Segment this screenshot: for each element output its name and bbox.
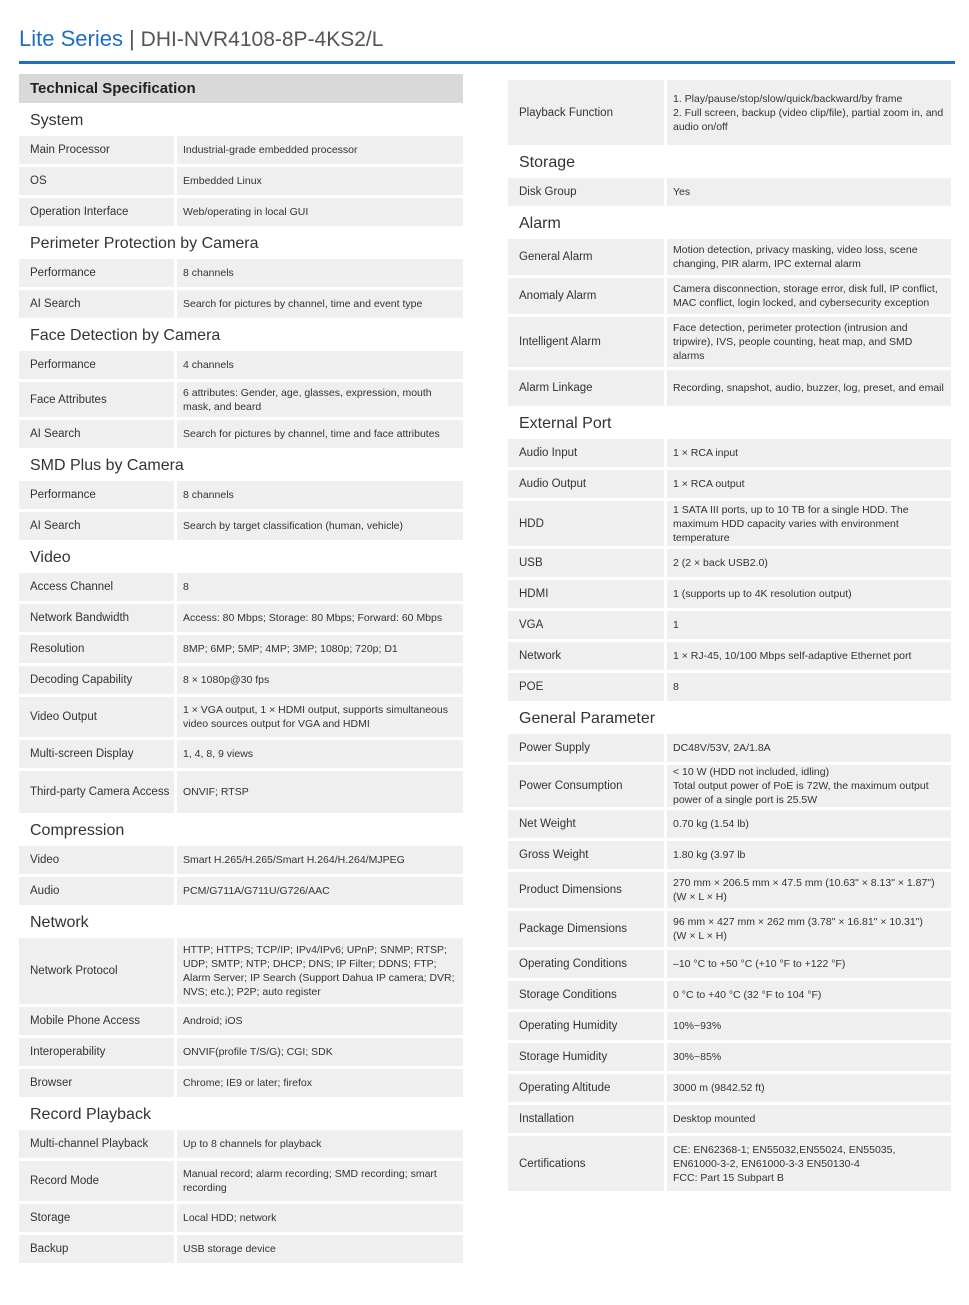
spec-value-text: 1, 4, 8, 9 views [183, 748, 254, 760]
spec-row [19, 1038, 463, 1066]
spec-row [508, 1136, 951, 1191]
spec-value [667, 872, 951, 908]
spec-key: Operating Humidity [508, 1012, 664, 1040]
spec-row [19, 351, 463, 379]
spec-value-text: 3000 m (9842.52 ft) [673, 1082, 765, 1094]
spec-value [667, 911, 951, 947]
spec-value [177, 290, 463, 318]
page-header [19, 26, 955, 64]
spec-row [19, 1130, 463, 1158]
spec-value-text: USB storage device [183, 1243, 276, 1255]
spec-key: Record Mode [19, 1161, 174, 1201]
spec-value-text: Motion detection, privacy masking, video loss, scene changing, PIR alarm, IPC external alarm [673, 244, 918, 270]
spec-row [19, 290, 463, 318]
spec-value-text: ONVIF; RTSP [183, 786, 249, 798]
spec-key: Operating Conditions [508, 950, 664, 978]
spec-value-text: 1.80 kg (3.97 lb [673, 849, 746, 861]
spec-key: General Alarm [508, 239, 664, 275]
spec-row [19, 1235, 463, 1263]
spec-value [667, 239, 951, 275]
spec-key: Network Protocol [19, 938, 174, 1004]
spec-row [508, 1043, 951, 1071]
section-heading: Compression [30, 822, 125, 839]
spec-row [19, 1069, 463, 1097]
spec-value [177, 481, 463, 509]
spec-key: Interoperability [19, 1038, 174, 1066]
spec-value-text: Search by target classification (human, vehicle) [183, 520, 404, 532]
spec-key: Main Processor [19, 136, 174, 164]
spec-row [19, 1161, 463, 1201]
spec-value [667, 439, 951, 467]
spec-key: AI Search [19, 512, 174, 540]
spec-row [19, 481, 463, 509]
spec-value-text: 6 attributes: Gender, age, glasses, expression, mouth mask, and beard [183, 386, 432, 413]
spec-row [508, 278, 951, 314]
spec-key: AI Search [19, 420, 174, 448]
spec-value [667, 981, 951, 1009]
spec-value-text: 1 (supports up to 4K resolution output) [673, 588, 852, 600]
spec-row [508, 911, 951, 947]
spec-value-text: 0 °C to +40 °C (32 °F to 104 °F) [673, 989, 822, 1001]
spec-key: Anomaly Alarm [508, 278, 664, 314]
spec-value-text: Chrome; IE9 or later; firefox [183, 1077, 312, 1089]
spec-value [177, 382, 463, 417]
spec-row [508, 673, 951, 701]
spec-key: OS [19, 167, 174, 195]
spec-row [508, 80, 951, 145]
spec-row [19, 604, 463, 632]
spec-value [177, 198, 463, 226]
spec-key: Audio Output [508, 470, 664, 498]
spec-key: USB [508, 549, 664, 577]
spec-value [667, 80, 951, 145]
spec-value [667, 765, 951, 807]
spec-value [667, 950, 951, 978]
spec-key: Package Dimensions [508, 911, 664, 947]
spec-row [19, 198, 463, 226]
spec-value [667, 673, 951, 701]
spec-value [667, 611, 951, 639]
spec-value-text: Industrial-grade embedded processor [183, 144, 358, 156]
spec-value [177, 604, 463, 632]
spec-key: Power Supply [508, 734, 664, 762]
spec-value [667, 370, 951, 406]
spec-value [667, 580, 951, 608]
spec-value-text: Face detection, perimeter protection (intrusion and tripwire), IVS, people counting, heat map, and SMD alarms [673, 322, 913, 362]
spec-value [667, 501, 951, 546]
spec-key: Video [19, 846, 174, 874]
spec-value-text: Search for pictures by channel, time and event type [183, 298, 423, 310]
spec-row [508, 611, 951, 639]
spec-value-text: 8 channels [183, 267, 234, 279]
spec-key: Certifications [508, 1136, 664, 1191]
spec-value-text: PCM/G711A/G711U/G726/AAC [183, 885, 330, 897]
spec-value-text: Embedded Linux [183, 175, 262, 187]
spec-value [667, 317, 951, 367]
spec-value-text: Camera disconnection, storage error, disk full, IP conflict, MAC conflict, login locked, and cybersecurity exception [673, 283, 938, 309]
spec-value-text: HTTP; HTTPS; TCP/IP; IPv4/IPv6; UPnP; SNMP; RTSP; UDP; SMTP; NTP; DHCP; DNS; IP Filter; DDNS; FTP; Alarm Server; IP Search (Support Dahua IP camera; DVR; NVS; etc.); P2P; auto register [183, 944, 455, 998]
spec-key: Operating Altitude [508, 1074, 664, 1102]
spec-value-text: Smart H.265/H.265/Smart H.264/H.264/MJPEG [183, 854, 405, 866]
spec-row [19, 846, 463, 874]
spec-value [177, 938, 463, 1004]
spec-value [667, 810, 951, 838]
spec-row [19, 136, 463, 164]
spec-row [508, 439, 951, 467]
spec-key: Installation [508, 1105, 664, 1133]
spec-value-text: 1 [673, 619, 679, 631]
spec-key: VGA [508, 611, 664, 639]
spec-row [508, 950, 951, 978]
section-heading: SMD Plus by Camera [30, 457, 184, 474]
spec-value [177, 1130, 463, 1158]
spec-key: Audio Input [508, 439, 664, 467]
spec-value [177, 1038, 463, 1066]
spec-key: Access Channel [19, 573, 174, 601]
title-separator: | [128, 26, 135, 51]
spec-key: Multi-screen Display [19, 740, 174, 768]
spec-row [19, 635, 463, 663]
spec-row [508, 841, 951, 869]
spec-value-text: CE: EN62368-1; EN55032,EN55024, EN55035, EN61000-3-2, EN61000-3-3 EN50130-4 FCC: Part 15 Subpart B [673, 1143, 896, 1184]
spec-value-text: 1 × RCA output [673, 478, 745, 490]
spec-value [177, 666, 463, 694]
spec-value [177, 259, 463, 287]
spec-key: Resolution [19, 635, 174, 663]
spec-value-text: 8 [673, 681, 679, 693]
spec-value [177, 420, 463, 448]
section-heading: Video [30, 549, 71, 566]
spec-value [667, 1043, 951, 1071]
spec-key: Net Weight [508, 810, 664, 838]
spec-value-text: 8 channels [183, 489, 234, 501]
spec-row [508, 765, 951, 807]
spec-value-text: 1. Play/pause/stop/slow/quick/backward/by frame 2. Full screen, backup (video clip/file), partial zoom in, and audio on/off [673, 92, 944, 133]
spec-row [19, 938, 463, 1004]
spec-row [508, 549, 951, 577]
spec-value [667, 470, 951, 498]
header-divider [19, 61, 955, 64]
spec-key: Face Attributes [19, 382, 174, 417]
spec-value-text: Access: 80 Mbps; Storage: 80 Mbps; Forward: 60 Mbps [183, 612, 443, 624]
spec-key: Backup [19, 1235, 174, 1263]
spec-row [508, 239, 951, 275]
spec-row [19, 259, 463, 287]
spec-key: Video Output [19, 697, 174, 737]
spec-value [177, 1161, 463, 1201]
spec-row [508, 470, 951, 498]
spec-key: Network [508, 642, 664, 670]
spec-value [667, 734, 951, 762]
section-heading: Storage [519, 154, 576, 171]
spec-value-text: Desktop mounted [673, 1113, 756, 1125]
left-column [19, 74, 463, 1266]
spec-value-text: Local HDD; network [183, 1212, 277, 1224]
spec-value-text: Manual record; alarm recording; SMD recording; smart recording [183, 1168, 437, 1194]
spec-row [19, 512, 463, 540]
spec-row [508, 810, 951, 838]
spec-row [508, 642, 951, 670]
spec-key: Performance [19, 259, 174, 287]
spec-value [667, 1105, 951, 1133]
spec-value [667, 278, 951, 314]
spec-key: Performance [19, 351, 174, 379]
spec-value-text: ONVIF(profile T/S/G); CGI; SDK [183, 1046, 333, 1058]
spec-key: Gross Weight [508, 841, 664, 869]
spec-value-text: 1 SATA III ports, up to 10 TB for a single HDD. The maximum HDD capacity varies with environment temperature [673, 503, 909, 544]
spec-row [19, 420, 463, 448]
spec-value [177, 846, 463, 874]
spec-row [508, 1012, 951, 1040]
section-heading: System [30, 112, 84, 129]
right-column [508, 74, 951, 1194]
spec-value-text: 8MP; 6MP; 5MP; 4MP; 3MP; 1080p; 720p; D1 [183, 643, 398, 655]
spec-row [19, 1007, 463, 1035]
spec-value-text: 1 × RCA input [673, 447, 739, 459]
spec-key: AI Search [19, 290, 174, 318]
section-heading: General Parameter [519, 710, 656, 727]
spec-value-text: Up to 8 channels for playback [183, 1138, 322, 1150]
series-title: Lite Series [19, 26, 123, 51]
spec-value-text: Search for pictures by channel, time and face attributes [183, 428, 440, 440]
section-heading: External Port [519, 415, 612, 432]
spec-value [177, 167, 463, 195]
section-heading: Alarm [519, 215, 561, 232]
spec-key: Product Dimensions [508, 872, 664, 908]
spec-value [177, 697, 463, 737]
spec-row [19, 573, 463, 601]
spec-value [667, 178, 951, 206]
spec-key: Operation Interface [19, 198, 174, 226]
spec-value [177, 1235, 463, 1263]
spec-row [508, 501, 951, 546]
spec-row [508, 1105, 951, 1133]
section-heading: Face Detection by Camera [30, 327, 221, 344]
spec-key: Audio [19, 877, 174, 905]
spec-row [19, 877, 463, 905]
spec-key: Network Bandwidth [19, 604, 174, 632]
spec-value-text: Android; iOS [183, 1015, 243, 1027]
section-heading: Record Playback [30, 1106, 151, 1123]
spec-row [19, 697, 463, 737]
section-heading: Network [30, 914, 89, 931]
spec-value [177, 512, 463, 540]
section-heading: Perimeter Protection by Camera [30, 235, 259, 252]
spec-value-text: < 10 W (HDD not included, idling) Total output power of PoE is 72W, the maximum output power of a single port is 25.5W [673, 766, 929, 806]
spec-row [19, 167, 463, 195]
spec-row [19, 1204, 463, 1232]
spec-key: Disk Group [508, 178, 664, 206]
spec-value-text: 10%~93% [673, 1020, 722, 1032]
spec-value [667, 1136, 951, 1191]
spec-row [508, 370, 951, 406]
spec-value [177, 573, 463, 601]
spec-value [177, 740, 463, 768]
spec-row [508, 981, 951, 1009]
spec-value-text: 2 (2 × back USB2.0) [673, 557, 768, 569]
spec-key: Browser [19, 1069, 174, 1097]
spec-value [667, 642, 951, 670]
spec-value-text: 8 [183, 581, 189, 593]
spec-key: Playback Function [508, 80, 664, 145]
spec-value-text: 270 mm × 206.5 mm × 47.5 mm (10.63" × 8.13" × 1.87") (W × L × H) [673, 877, 935, 903]
spec-key: Alarm Linkage [508, 370, 664, 406]
spec-key: Mobile Phone Access [19, 1007, 174, 1035]
spec-key: Decoding Capability [19, 666, 174, 694]
spec-value-text: Yes [673, 186, 691, 198]
spec-key: Storage [19, 1204, 174, 1232]
spec-row [508, 580, 951, 608]
spec-banner: Technical Specification [19, 74, 463, 103]
spec-row [19, 666, 463, 694]
spec-key: Intelligent Alarm [508, 317, 664, 367]
spec-value [177, 635, 463, 663]
spec-key: HDD [508, 501, 664, 546]
spec-value-text: DC48V/53V, 2A/1.8A [673, 742, 771, 754]
spec-value-text: Web/operating in local GUI [183, 206, 309, 218]
spec-value [667, 1074, 951, 1102]
spec-value [177, 877, 463, 905]
spec-value-text: 1 × RJ-45, 10/100 Mbps self-adaptive Ethernet port [673, 650, 912, 662]
spec-value-text: 4 channels [183, 359, 234, 371]
spec-value [177, 1069, 463, 1097]
spec-key: POE [508, 673, 664, 701]
spec-value [177, 1007, 463, 1035]
spec-row [508, 872, 951, 908]
spec-value [177, 136, 463, 164]
spec-row [508, 1074, 951, 1102]
spec-key: Storage Conditions [508, 981, 664, 1009]
spec-row [508, 317, 951, 367]
spec-value-text: 96 mm × 427 mm × 262 mm (3.78" × 16.81" × 10.31") (W × L × H) [673, 916, 923, 942]
spec-value [667, 549, 951, 577]
spec-row [508, 734, 951, 762]
spec-row [19, 740, 463, 768]
spec-key: Power Consumption [508, 765, 664, 807]
model-title: DHI-NVR4108-8P-4KS2/L [140, 28, 384, 51]
spec-value-text: 1 × VGA output, 1 × HDMI output, supports simultaneous video sources output for VGA and HDMI [183, 704, 448, 730]
spec-key: Storage Humidity [508, 1043, 664, 1071]
spec-value-text: 30%~85% [673, 1051, 722, 1063]
spec-value [177, 771, 463, 813]
spec-value-text: 8 × 1080p@30 fps [183, 674, 270, 686]
spec-key: Multi-channel Playback [19, 1130, 174, 1158]
spec-key: Performance [19, 481, 174, 509]
spec-value [177, 1204, 463, 1232]
spec-value-text: Recording, snapshot, audio, buzzer, log, preset, and email [673, 382, 944, 394]
spec-value [177, 351, 463, 379]
spec-value-text: 0.70 kg (1.54 lb) [673, 818, 749, 830]
spec-row [19, 771, 463, 813]
spec-key: HDMI [508, 580, 664, 608]
spec-key: Third-party Camera Access [19, 771, 174, 813]
spec-value [667, 841, 951, 869]
spec-value-text: –10 °C to +50 °C (+10 °F to +122 °F) [673, 958, 846, 970]
spec-row [19, 382, 463, 417]
spec-value [667, 1012, 951, 1040]
spec-row [508, 178, 951, 206]
